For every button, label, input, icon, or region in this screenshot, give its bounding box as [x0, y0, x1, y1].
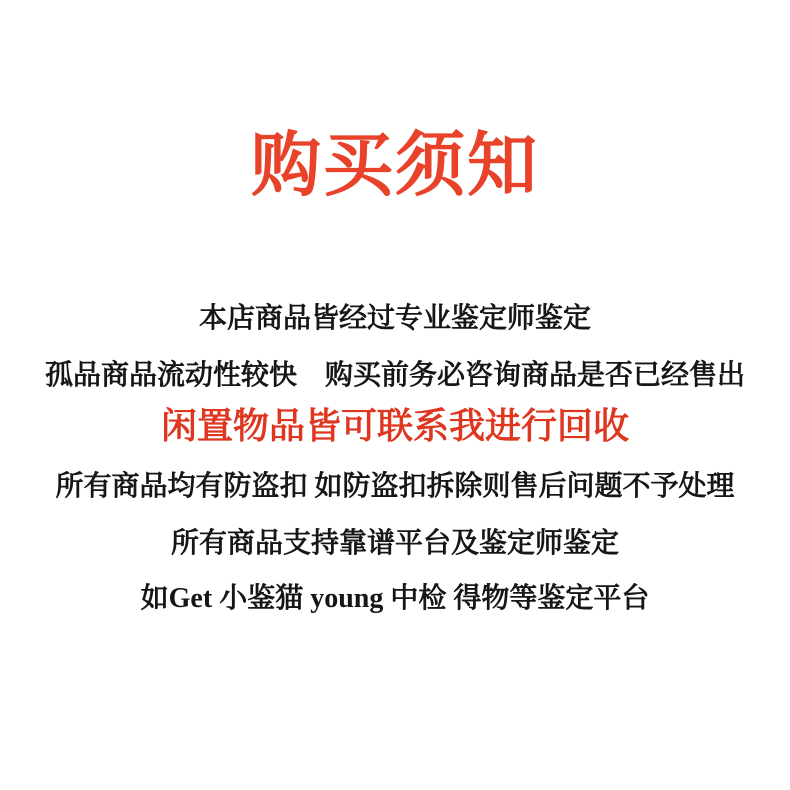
page-title: 购买须知: [251, 124, 539, 206]
notice-line-platform-examples: 如Get 小鉴猫 young 中检 得物等鉴定平台: [140, 583, 650, 614]
notice-line-anti-theft-tag: 所有商品均有防盗扣 如防盗扣拆除则售后问题不予处理: [55, 471, 735, 502]
notice-line-ask-availability: 孤品商品流动性较快 购买前务必咨询商品是否已经售出: [44, 360, 745, 391]
notice-line-authenticated: 本店商品皆经过专业鉴定师鉴定: [198, 303, 591, 334]
notice-line-platform-verification: 所有商品支持靠谱平台及鉴定师鉴定: [170, 528, 619, 559]
notice-line-recycle-highlight: 闲置物品皆可联系我进行回收: [160, 406, 629, 446]
